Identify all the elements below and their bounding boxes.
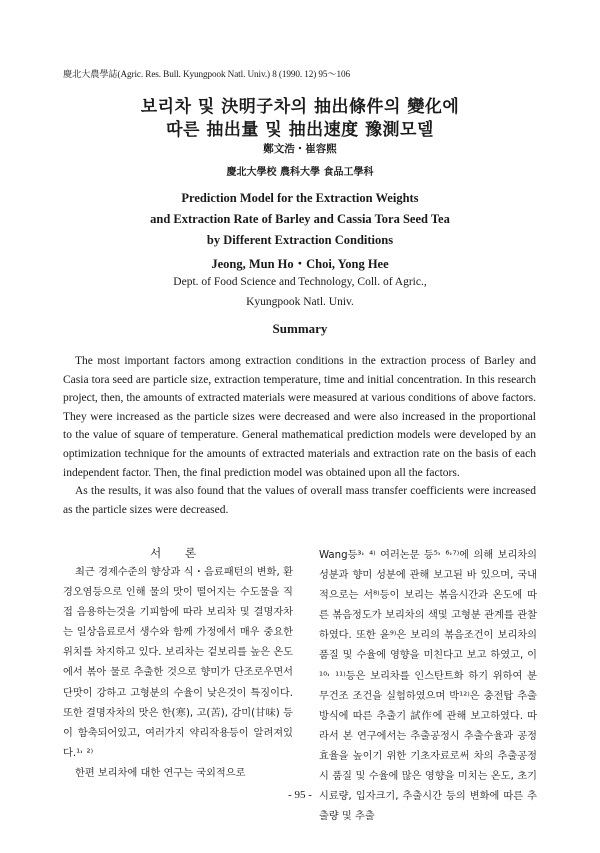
summary-abstract	[63, 352, 536, 519]
intro-paragraph-1: 최근 경제수준의 향상과 식・음료패턴의 변화, 환경오염등으로 인해 물의 맛이 떨어지는 수도물을 직접 음용하는것을 기피함에 따라 보리차 및 결명자차는 일상음료로서 생수와 함께 가정에서 매우 중요한 위치를 차지하고 있다. 보리차는 겉보리를 높은 온도에서 볶아 물로 추출한 것으로 향미가 단조로우면서 단맛이 강하고 고형분의 수율이 낮은것이 특징이다. 또한 결명자차의 맛은 한(寒), 고(苦), 감미(甘味) 등이 함축되어있고, 여러가지 약리작용등이 알려져있다.¹˒ ²⁾	[63, 567, 293, 759]
page-number: - 95 -	[288, 789, 312, 801]
introduction-heading: 서 론	[150, 546, 206, 560]
right-column	[319, 546, 537, 827]
summary-paragraph-1: The most important factors among extraction conditions in the extraction process of Barley and Casia tora seed are particle size, extraction temperature, time and initial concentration. In this research project, then, the amounts of extracted materials were measured at various conditions of above factors. They were increased as the particle sizes were decreased and were also increased in the proportional to the value of square of temperature. General mathematical prediction models were developed by an optimization technique for the amounts of extracted materials and extraction rate on the basis of each independent factor. Then, the final prediction model was obtained upon all the factors.	[63, 355, 536, 479]
korean-authors: 鄭文浩・崔容熙	[263, 143, 337, 155]
english-title-line3: by Different Extraction Conditions	[206, 233, 394, 247]
summary-heading: Summary	[272, 321, 328, 336]
english-affiliation-line2: Kyungpook Natl. Univ.	[246, 296, 354, 308]
left-column	[63, 563, 293, 784]
korean-title-line1: 보리차 및 決明子차의 抽出條件의 變化에	[140, 97, 460, 117]
english-authors: Jeong, Mun Ho・Choi, Yong Hee	[211, 257, 389, 271]
english-title-line2: and Extraction Rate of Barley and Cassia Tora Seed Tea	[150, 212, 450, 226]
summary-paragraph-2: As the results, it was also found that the values of overall mass transfer coefficients were increased as the particle sizes were decreased.	[63, 485, 536, 516]
korean-affiliation: 慶北大學校 農科大學 食品工學科	[226, 167, 374, 178]
journal-citation: 慶北大農學誌(Agric. Res. Bull. Kyungpook Natl. Univ.) 8 (1990. 12) 95～106	[63, 69, 350, 79]
english-affiliation-line1: Dept. of Food Science and Technology, Coll. of Agric.,	[173, 276, 427, 288]
english-title-line1: Prediction Model for the Extraction Weights	[181, 191, 419, 205]
korean-title-line2: 따른 抽出量 및 抽出速度 豫測모델	[166, 120, 434, 140]
intro-paragraph-right: Wang등³˒ ⁴⁾ 여러논문 등⁵˒ ⁶˒⁷⁾에 의해 보리차의 성분과 향미 성분에 관해 보고된 바 있으며, 국내적으로는 서⁸⁾등이 보리는 볶음시간과 온도에 따른 볶음정도가 보리차의 색및 고형분 관계를 관찰하였다. 또한 윤⁹⁾은 보리의 볶음조건이 보리차의 품질 및 수율에 영향을 미친다고 보고 하였고, 이¹⁰˒ ¹¹⁾등은 보리차를 인스탄트화 하기 위하여 분무건조 조건을 실험하였으며 박¹²⁾은 충전탑 추출방식에 따른 추출기 試作에 관해 보고하였다. 따라서 본 연구에서는 추출공정시 추출수율과 공정효율을 높이기 위한 기초자료로써 차의 추출공정시 품질 및 수율에 많은 영향을 미치는 온도, 초기시료량, 입자크기, 추출시간 등의 변화에 따른 추출량 및 추출	[319, 550, 537, 823]
intro-paragraph-2: 한편 보리차에 대한 연구는 국외적으로	[75, 767, 246, 779]
